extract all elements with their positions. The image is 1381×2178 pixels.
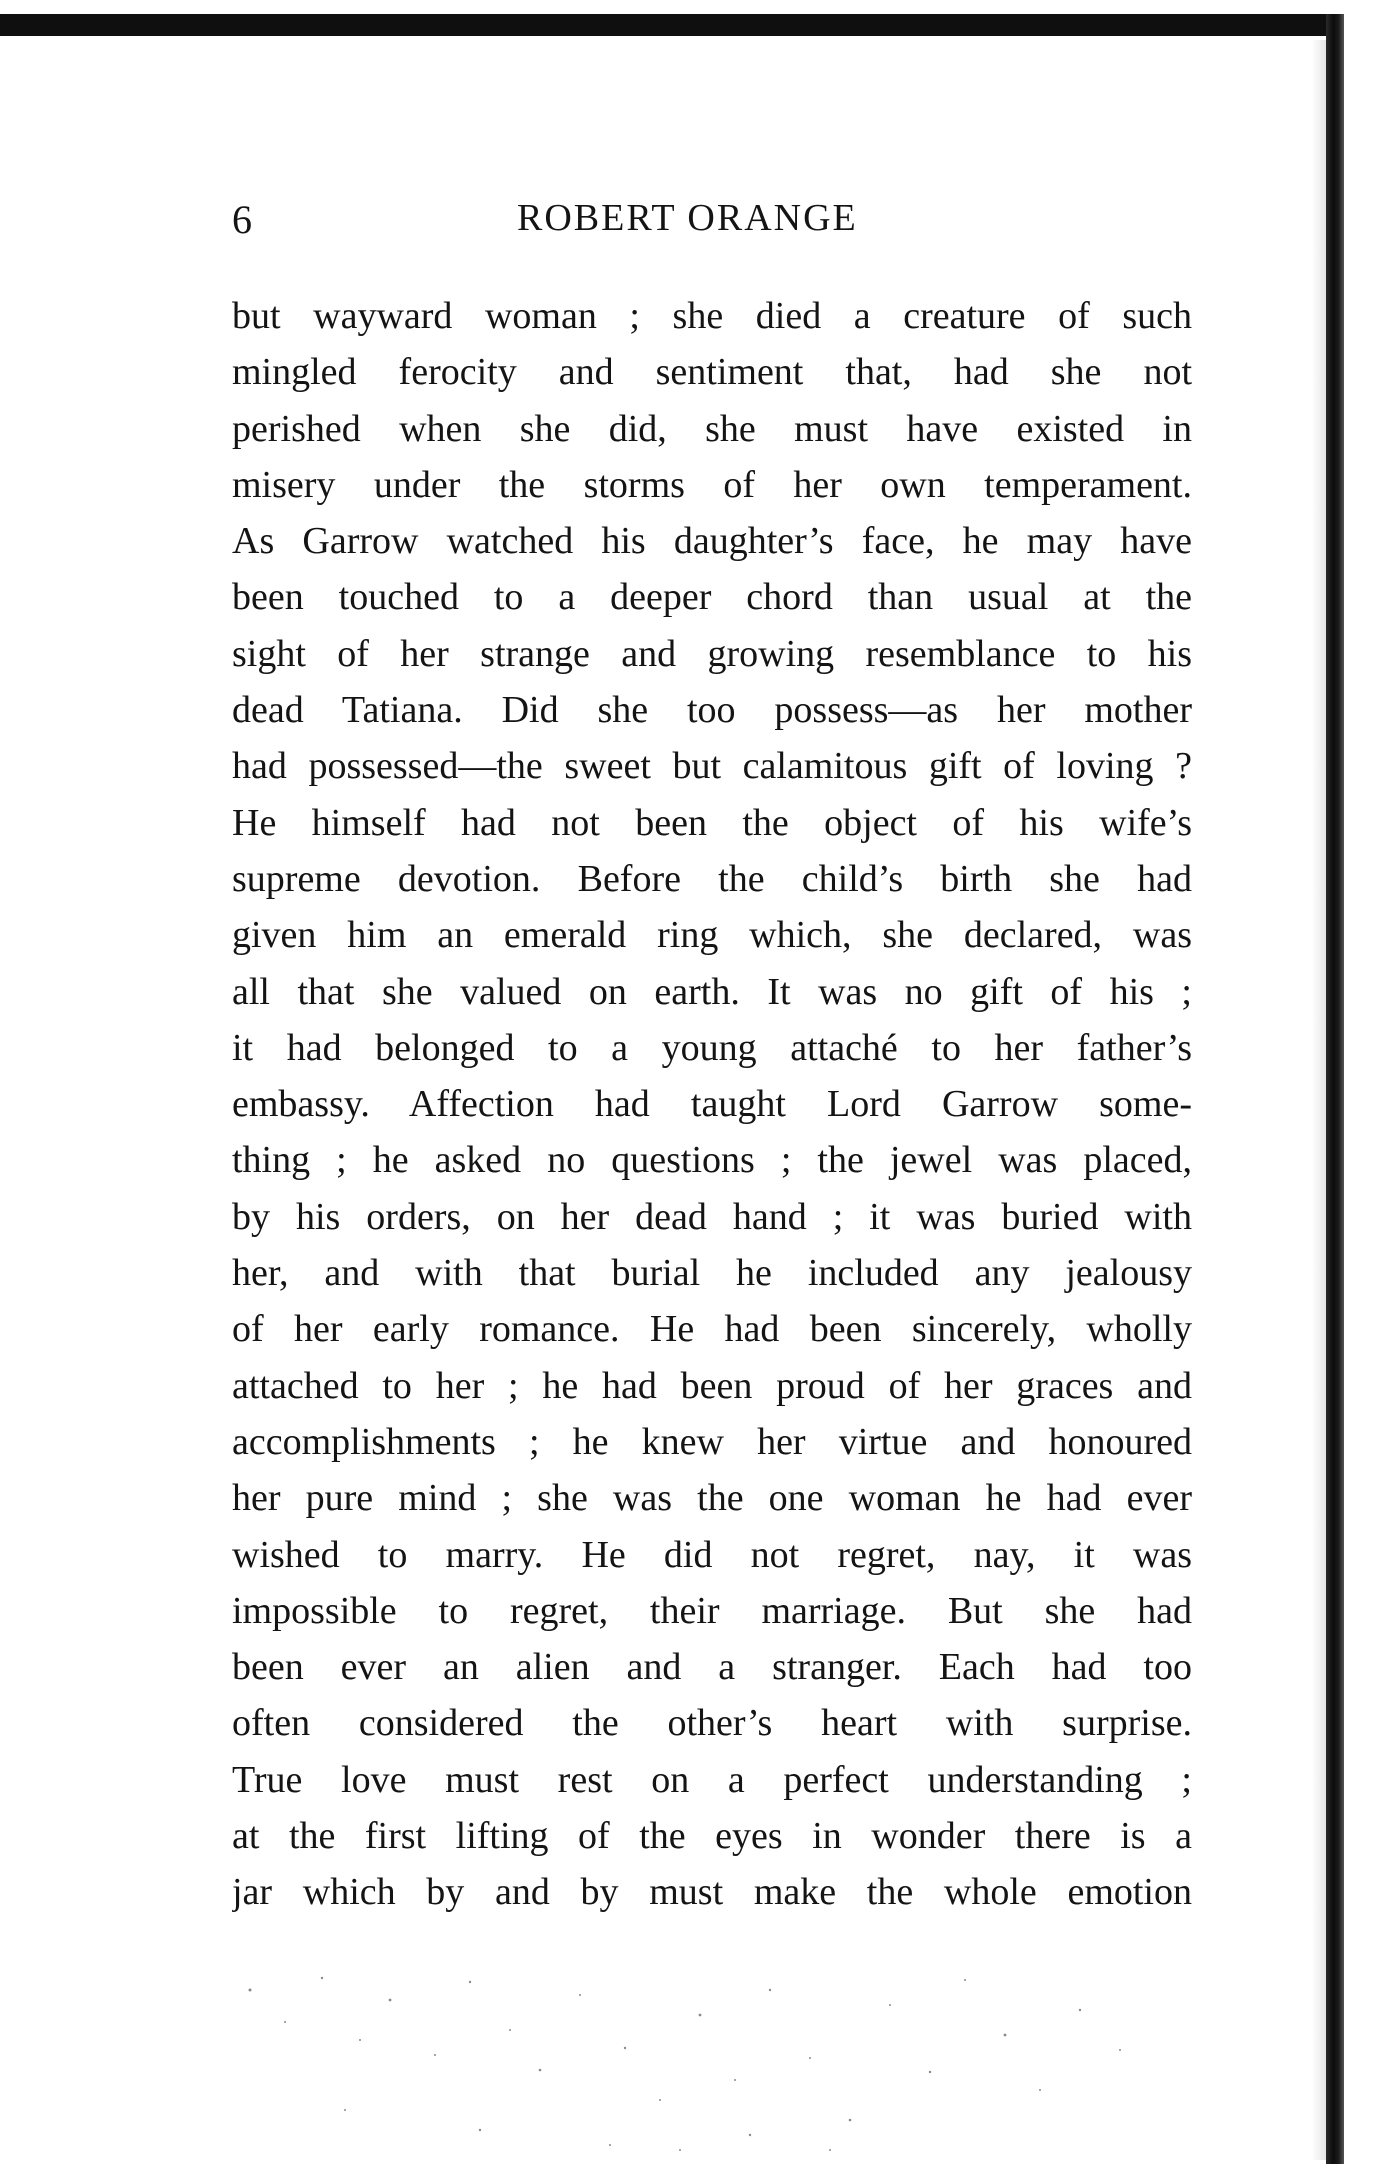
text-line: her pure mind ; she was the one woman he had ever — [232, 1477, 1192, 1520]
text-line: her, and with that burial he included any jealousy — [232, 1252, 1192, 1295]
scan-noise-speckles — [230, 1960, 1180, 2160]
text-line: of her early romance. He had been sincerely, wholly — [232, 1308, 1192, 1351]
text-line: attached to her ; he had been proud of her graces and — [232, 1364, 1192, 1407]
text-line: True love must rest on a perfect understanding ; — [232, 1758, 1192, 1801]
text-line: He himself had not been the object of his wife’s — [232, 801, 1192, 844]
text-line: accomplishments ; he knew her virtue and honoured — [232, 1420, 1192, 1463]
text-line: thing ; he asked no questions ; the jewel was placed, — [232, 1139, 1192, 1182]
text-line: by his orders, on her dead hand ; it was buried with — [232, 1195, 1192, 1238]
text-line: impossible to regret, their marriage. But she had — [232, 1589, 1192, 1632]
scan-right-border — [1326, 14, 1344, 2164]
page-gutter-shadow — [1312, 40, 1326, 2160]
text-line: embassy. Affection had taught Lord Garrow some- — [232, 1083, 1192, 1126]
text-line: at the first lifting of the eyes in wonder there is a — [232, 1815, 1192, 1858]
text-line: wished to marry. He did not regret, nay, it was — [232, 1533, 1192, 1576]
text-line: perished when she did, she must have existed in — [232, 407, 1192, 450]
text-line: dead Tatiana. Did she too possess—as her mother — [232, 689, 1192, 732]
text-line: mingled ferocity and sentiment that, had she not — [232, 351, 1192, 394]
text-line: been ever an alien and a stranger. Each had too — [232, 1646, 1192, 1689]
text-line: been touched to a deeper chord than usual at the — [232, 576, 1192, 619]
text-line: As Garrow watched his daughter’s face, he may have — [232, 520, 1192, 563]
body-text — [232, 288, 1192, 1921]
text-line: supreme devotion. Before the child’s birth she had — [232, 857, 1192, 900]
scan-top-border — [0, 14, 1336, 36]
text-line: given him an emerald ring which, she declared, was — [232, 914, 1192, 957]
text-line: often considered the other’s heart with surprise. — [232, 1702, 1192, 1745]
running-head — [232, 196, 1192, 256]
running-title: ROBERT ORANGE — [517, 197, 858, 239]
text-line: had possessed—the sweet but calamitous gift of loving ? — [232, 745, 1192, 788]
text-line: jar which by and by must make the whole emotion — [232, 1871, 1192, 1914]
text-line: it had belonged to a young attaché to her father’s — [232, 1026, 1192, 1069]
text-line: misery under the storms of her own temperament. — [232, 463, 1192, 506]
text-line: but wayward woman ; she died a creature of such — [232, 295, 1192, 337]
page-number: 6 — [232, 197, 253, 242]
text-line: sight of her strange and growing resemblance to his — [232, 632, 1192, 675]
text-line: all that she valued on earth. It was no gift of his ; — [232, 970, 1192, 1013]
